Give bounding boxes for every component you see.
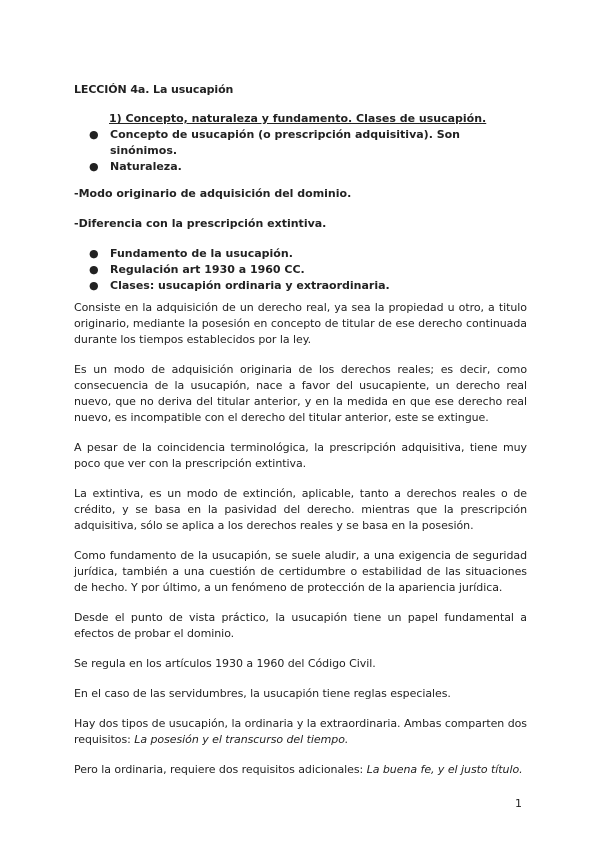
paragraph-tipos (74, 716, 527, 748)
list-item-text: Clases: usucapión ordinaria y extraordinaria. (110, 279, 390, 292)
paragraph-regula: Se regula en los artículos 1930 a 1960 del Código Civil. (74, 657, 376, 670)
list-item-text: Naturaleza. (110, 160, 182, 173)
paragraph-practico: Desde el punto de vista práctico, la usucapión tiene un papel fundamental a efectos de probar el dominio. (74, 611, 527, 640)
document-content (74, 82, 527, 778)
paragraph-tipos-italic: La posesión y el transcurso del tiempo. (134, 733, 349, 746)
paragraph-ordinaria (74, 762, 527, 778)
bullet-list-1 (74, 127, 527, 175)
list-item (74, 127, 527, 159)
list-item (74, 246, 527, 262)
paragraph-extintiva: La extintiva, es un modo de extinción, aplicable, tanto a derechos reales o de crédito, y se basa en la pasividad del derecho. mientras que la prescripción adquisitiva, sólo se aplica a los derechos reales y se basa en la posesión. (74, 487, 527, 532)
paragraph-coincidencia: A pesar de la coincidencia terminológica, la prescripción adquisitiva, tiene muy poco que ver con la prescripción extintiva. (74, 441, 527, 470)
bullet-icon: ● (89, 263, 99, 276)
paragraph-fundamento: Como fundamento de la usucapión, se suele aludir, a una exigencia de seguridad jurídica, también a una cuestión de certidumbre o estabilidad de las situaciones de hecho. Y por último, a un fenómeno de protección de la apariencia jurídica. (74, 549, 527, 594)
line-diferencia: -Diferencia con la prescripción extintiva. (74, 217, 327, 230)
paragraph-ordinaria-italic: La buena fe, y el justo título. (366, 763, 523, 776)
page-number: 1 (515, 797, 522, 810)
list-item-text: Fundamento de la usucapión. (110, 247, 293, 260)
bullet-icon: ● (89, 160, 99, 173)
list-item (74, 159, 527, 175)
list-item-text: Concepto de usucapión (o prescripción adquisitiva). Son sinónimos. (110, 128, 461, 157)
bullet-icon: ● (89, 128, 99, 141)
list-item (74, 262, 527, 278)
paragraph-tipos-text: Hay dos tipos de usucapión, la ordinaria y la extraordinaria. Ambas comparten dos requisitos: (74, 717, 527, 746)
lesson-title: LECCIÓN 4a. La usucapión (74, 83, 234, 96)
list-item-text: Regulación art 1930 a 1960 CC. (110, 263, 305, 276)
section-heading: 1) Concepto, naturaleza y fundamento. Clases de usucapión. (109, 112, 487, 125)
line-modo: -Modo originario de adquisición del dominio. (74, 187, 352, 200)
bullet-list-2 (74, 246, 527, 294)
paragraph-servidumbres: En el caso de las servidumbres, la usucapión tiene reglas especiales. (74, 687, 451, 700)
paragraph-ordinaria-text: Pero la ordinaria, requiere dos requisitos adicionales: (74, 763, 367, 776)
paragraph-modo: Es un modo de adquisición originaria de los derechos reales; es decir, como consecuencia de la usucapión, nace a favor del usucapiente, un derecho real nuevo, que no deriva del titular anterior, y en la medida en que ese derecho real nuevo, es incompatible con el derecho del titular anterior, este se extingue. (74, 363, 527, 424)
bullet-icon: ● (89, 279, 99, 292)
paragraph-concepto: Consiste en la adquisición de un derecho real, ya sea la propiedad u otro, a titulo originario, mediante la posesión en concepto de titular de ese derecho continuada durante los tiempos establecidos por la ley. (74, 301, 527, 346)
bullet-icon: ● (89, 247, 99, 260)
list-item (74, 278, 527, 294)
